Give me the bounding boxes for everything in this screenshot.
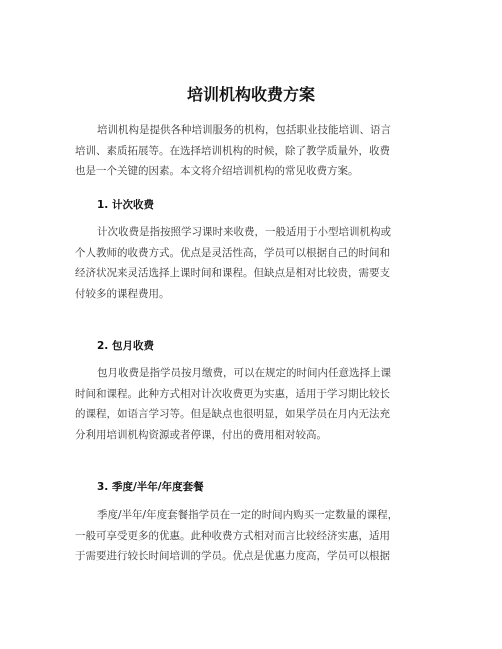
- section-paragraph-1: [75, 222, 435, 304]
- paragraph-line: 分利用培训机构资源或者停课，付出的费用相对较高。: [75, 428, 327, 441]
- section-heading-3: 3. 季度/半年/年度套餐: [97, 481, 204, 493]
- paragraph-line: 季度/半年/年度套餐指学员在一定的时间内购买一定数量的课程，: [97, 509, 399, 521]
- section-heading-2: 2. 包月收费: [97, 340, 154, 352]
- paragraph-line: 个人教师的收费方式。优点是灵活性高，学员可以根据自己的时间和: [75, 246, 390, 259]
- intro-line: 也是一个关键的因素。本文将介绍培训机构的常见收费方案。: [75, 165, 359, 177]
- paragraph-line: 时间和课程。此种方式相对计次收费更为实惠，适用于学习期比较长: [75, 387, 390, 400]
- paragraph-line: 经济状况来灵活选择上课时间和课程。但缺点是相对比较贵，需要支: [75, 267, 390, 279]
- intro-paragraph: [75, 120, 435, 182]
- paragraph-line: 于需要进行较长时间培训的学员。优点是优惠力度高，学员可以根据: [75, 550, 390, 562]
- paragraph-line: 计次收费是指按照学习课时来收费，一般适用于小型培训机构或: [97, 226, 391, 238]
- paragraph-line: 付较多的课程费用。: [75, 287, 170, 300]
- paragraph-line: 一般可享受更多的优惠。此种收费方式相对而言比较经济实惠，适用: [75, 529, 390, 542]
- section-paragraph-2: [75, 363, 435, 445]
- intro-line: 培训、素质拓展等。在选择培训机构的时候，除了教学质量外，收费: [75, 144, 390, 157]
- document-title: 培训机构收费方案: [186, 85, 315, 104]
- section-heading-1: 1. 计次收费: [97, 199, 154, 211]
- intro-line: 培训机构是提供各种培训服务的机构，包括职业技能培训、语言: [97, 124, 391, 136]
- paragraph-line: 的课程，如语言学习等。但是缺点也很明显，如果学员在月内无法充: [75, 408, 390, 420]
- section-paragraph-3: [75, 505, 435, 567]
- paragraph-line: 包月收费是指学员按月缴费，可以在规定的时间内任意选择上课: [97, 367, 391, 379]
